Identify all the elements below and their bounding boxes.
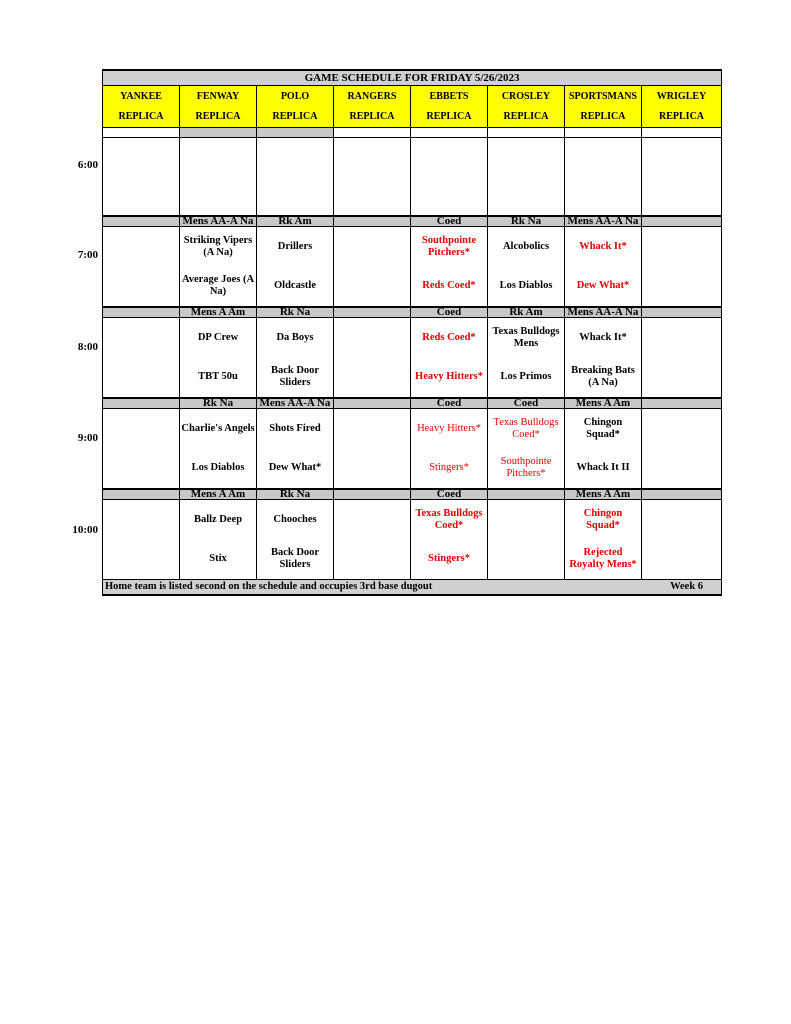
footer-row: [103, 580, 722, 596]
home-team: [103, 267, 179, 306]
league-row: [103, 489, 722, 500]
game-cell: [488, 227, 565, 308]
field-sub: REPLICA: [349, 110, 395, 122]
away-team: Heavy Hitters*: [417, 423, 481, 434]
away-team: Charlie's Angels: [181, 423, 255, 434]
empty-cell: [411, 138, 488, 217]
league-label: Mens AA-A Na: [180, 216, 257, 227]
league-row: [103, 398, 722, 409]
gap-cell: [411, 128, 488, 138]
field-sub: REPLICA: [426, 110, 472, 122]
gap-cell: [565, 128, 642, 138]
home-team: Breaking Bats (A Na): [571, 365, 635, 388]
home-team: Stingers*: [428, 553, 470, 564]
away-team: Chingon Squad*: [583, 417, 623, 440]
league-label: [334, 398, 411, 409]
field-sub: REPLICA: [195, 110, 241, 122]
field-header: [180, 86, 257, 128]
league-label: Coed: [411, 216, 488, 227]
league-label: Coed: [411, 398, 488, 409]
home-team: [642, 540, 721, 579]
gap-cell: [103, 128, 180, 138]
game-cell: [642, 409, 722, 490]
home-team: [642, 449, 721, 488]
field-name: CROSLEY: [501, 90, 551, 102]
gap-cell: [257, 128, 334, 138]
league-label: [488, 489, 565, 500]
field-sub: REPLICA: [503, 110, 549, 122]
game-cell: [642, 318, 722, 399]
game-cell: [257, 500, 334, 580]
away-team: Chooches: [273, 514, 317, 525]
game-cell: [103, 500, 180, 580]
footer-cell: [103, 580, 722, 596]
away-team: Alcobolics: [502, 241, 550, 252]
field-header: [257, 86, 334, 128]
game-cell: [257, 318, 334, 399]
league-label: Rk Na: [257, 307, 334, 318]
league-label: [642, 307, 722, 318]
game-cell: [565, 318, 642, 399]
game-cell: [334, 318, 411, 399]
home-team: Average Joes (A Na): [181, 274, 255, 297]
time-label: 8:00: [77, 341, 98, 353]
home-team: TBT 50u: [198, 371, 238, 382]
home-team: [334, 540, 410, 579]
week-label: Week 6: [670, 581, 704, 592]
away-team: [334, 228, 410, 267]
empty-cell: [180, 138, 257, 217]
league-label: Mens A Am: [180, 489, 257, 500]
field-header: [411, 86, 488, 128]
away-team: Shots Fired: [269, 423, 321, 434]
away-team: Texas Bulldogs Mens: [492, 326, 560, 349]
field-sub: REPLICA: [118, 110, 164, 122]
away-team: [642, 410, 721, 449]
league-label: Mens A Am: [565, 489, 642, 500]
time-label: 9:00: [77, 432, 98, 444]
field-header: [488, 86, 565, 128]
league-label: Coed: [488, 398, 565, 409]
home-team: Back Door Sliders: [270, 365, 320, 388]
away-team: Striking Vipers (A Na): [183, 235, 253, 258]
home-team: [642, 358, 721, 397]
field-name: WRIGLEY: [656, 90, 707, 102]
away-team: [642, 319, 721, 358]
game-cell: [411, 500, 488, 580]
field-sub: REPLICA: [580, 110, 626, 122]
gap-cell: [334, 128, 411, 138]
game-cell: [257, 409, 334, 490]
header-gap-row: [103, 128, 722, 138]
league-label: Rk Na: [180, 398, 257, 409]
game-cell: [642, 500, 722, 580]
away-team: [488, 501, 564, 540]
schedule-sheet: [102, 69, 721, 605]
league-label: [642, 398, 722, 409]
home-team: [103, 358, 179, 397]
game-row: [103, 227, 722, 308]
league-label: Coed: [411, 489, 488, 500]
away-team: [642, 501, 721, 540]
league-label: Mens AA-A Na: [565, 216, 642, 227]
home-team: Dew What*: [268, 462, 322, 473]
away-team: [103, 228, 179, 267]
away-team: DP Crew: [197, 332, 239, 343]
away-team: [334, 501, 410, 540]
away-team: Reds Coed*: [422, 332, 476, 343]
league-label: Rk Na: [488, 216, 565, 227]
home-team: Southpointe Pitchers*: [500, 456, 552, 479]
away-team: Whack It*: [579, 332, 627, 343]
game-row: [103, 318, 722, 399]
game-cell: [334, 227, 411, 308]
league-label: [334, 307, 411, 318]
away-team: Drillers: [277, 241, 313, 252]
game-cell: [180, 227, 257, 308]
empty-cell: [488, 138, 565, 217]
footer-content: [103, 581, 721, 593]
away-team: Texas Bulldogs Coed*: [493, 417, 559, 440]
home-team: Heavy Hitters*: [415, 371, 483, 382]
empty-cell: [334, 138, 411, 217]
away-team: Texas Bulldogs Coed*: [415, 508, 483, 531]
game-cell: [103, 409, 180, 490]
field-header: [642, 86, 722, 128]
league-label: [103, 216, 180, 227]
league-label: Mens A Am: [565, 398, 642, 409]
time-label: 10:00: [72, 524, 98, 536]
home-team: Oldcastle: [274, 280, 316, 291]
field-name: YANKEE: [120, 90, 162, 102]
league-label: [334, 489, 411, 500]
footer-note: Home team is listed second on the schedule and occupies 3rd base dugout: [105, 581, 433, 592]
game-cell: [334, 500, 411, 580]
home-team: [103, 540, 179, 579]
league-label: [103, 307, 180, 318]
league-row: [103, 307, 722, 318]
home-team: Back Door Sliders: [270, 547, 320, 570]
league-label: [642, 489, 722, 500]
field-name: SPORTSMANS: [569, 90, 637, 102]
away-team: Southpointe Pitchers*: [421, 235, 477, 258]
field-header: [103, 86, 180, 128]
empty-cell: [257, 138, 334, 217]
home-team: [103, 449, 179, 488]
game-cell: [180, 409, 257, 490]
away-team: [103, 410, 179, 449]
game-row: [103, 500, 722, 580]
empty-cell: [565, 138, 642, 217]
field-name: RANGERS: [347, 90, 397, 102]
home-team: Los Diablos: [499, 280, 553, 291]
league-label: [103, 398, 180, 409]
league-label: [103, 489, 180, 500]
game-cell: [642, 227, 722, 308]
field-name: POLO: [280, 90, 310, 102]
field-sub: REPLICA: [272, 110, 318, 122]
title-row: [103, 70, 722, 86]
field-header: [334, 86, 411, 128]
league-label: Rk Am: [488, 307, 565, 318]
game-cell: [488, 500, 565, 580]
league-label: Rk Am: [257, 216, 334, 227]
field-name: FENWAY: [196, 90, 240, 102]
league-label: [642, 216, 722, 227]
home-team: Stingers*: [429, 462, 469, 473]
home-team: [334, 267, 410, 306]
gap-cell: [488, 128, 565, 138]
away-team: Whack It*: [579, 241, 627, 252]
league-label: Mens A Am: [180, 307, 257, 318]
field-name: EBBETS: [429, 90, 469, 102]
schedule-title: GAME SCHEDULE FOR FRIDAY 5/26/2023: [103, 70, 722, 86]
game-cell: [565, 227, 642, 308]
time-label: 7:00: [77, 249, 98, 261]
gap-cell: [642, 128, 722, 138]
game-cell: [103, 227, 180, 308]
away-team: [103, 319, 179, 358]
empty-cell: [103, 138, 180, 217]
game-cell: [180, 318, 257, 399]
field-sub: REPLICA: [659, 110, 705, 122]
home-team: Dew What*: [576, 280, 630, 291]
game-cell: [411, 318, 488, 399]
game-cell: [103, 318, 180, 399]
league-label: Mens AA-A Na: [257, 398, 334, 409]
home-team: Reds Coed*: [422, 280, 476, 291]
home-team: Los Diablos: [191, 462, 245, 473]
game-cell: [565, 500, 642, 580]
game-cell: [257, 227, 334, 308]
game-row: [103, 409, 722, 490]
game-cell: [411, 409, 488, 490]
home-team: Whack It II: [576, 462, 630, 473]
away-team: [334, 319, 410, 358]
league-label: [334, 216, 411, 227]
game-cell: [488, 409, 565, 490]
home-team: [334, 449, 410, 488]
league-label: Rk Na: [257, 489, 334, 500]
away-team: [642, 228, 721, 267]
game-cell: [180, 500, 257, 580]
away-team: Chingon Squad*: [583, 508, 623, 531]
league-label: Coed: [411, 307, 488, 318]
away-team: [334, 410, 410, 449]
league-row: [103, 216, 722, 227]
game-cell: [565, 409, 642, 490]
field-header-row: [103, 86, 722, 128]
game-cell: [334, 409, 411, 490]
home-team: Los Primos: [500, 371, 552, 382]
home-team: [488, 540, 564, 579]
game-cell: [488, 318, 565, 399]
home-team: Stix: [209, 553, 227, 564]
home-team: [334, 358, 410, 397]
away-team: Ballz Deep: [193, 514, 243, 525]
schedule-table: [102, 69, 722, 596]
time-label: 6:00: [77, 159, 98, 171]
home-team: Rejected Royalty Mens*: [569, 547, 637, 570]
field-header: [565, 86, 642, 128]
empty-cell: [642, 138, 722, 217]
game-cell: [411, 227, 488, 308]
slot-row-6: [103, 138, 722, 217]
home-team: [642, 267, 721, 306]
gap-cell: [180, 128, 257, 138]
away-team: [103, 501, 179, 540]
league-label: Mens AA-A Na: [565, 307, 642, 318]
away-team: Da Boys: [276, 332, 314, 343]
